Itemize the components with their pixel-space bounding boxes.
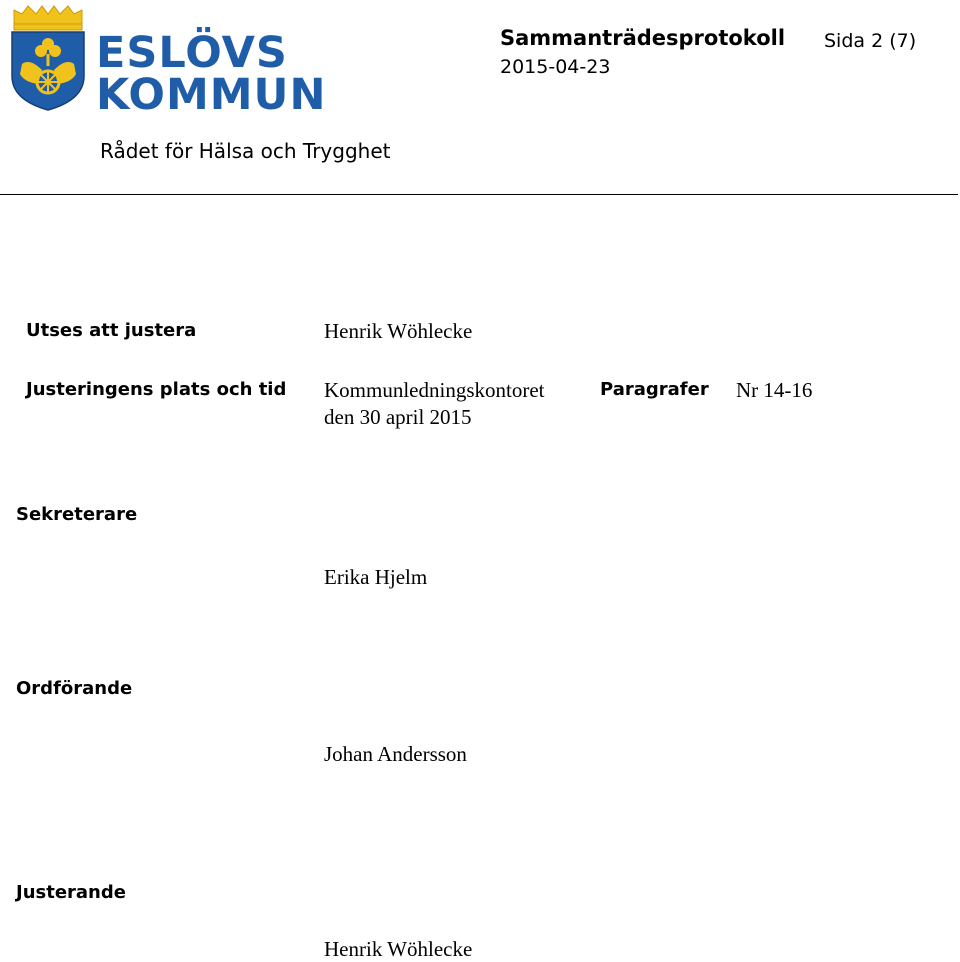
justerande-name: Henrik Wöhlecke: [324, 937, 473, 961]
sekreterare-label: Sekreterare: [16, 504, 138, 525]
plats-value-line1: Kommunledningskontoret: [324, 378, 545, 402]
page-number: Sida 2 (7): [824, 30, 917, 52]
organ-name: Rådet för Hälsa och Trygghet: [100, 139, 391, 163]
plats-value-line2: den 30 april 2015: [324, 405, 472, 429]
sekreterare-name: Erika Hjelm: [324, 565, 428, 589]
ordforande-name: Johan Andersson: [324, 742, 467, 766]
meeting-date: 2015-04-23: [500, 56, 611, 78]
plats-label: Justeringens plats och tid: [26, 379, 287, 400]
municipal-crest-icon: [8, 4, 88, 112]
justerande-label: Justerande: [16, 882, 126, 903]
header-divider: [0, 194, 958, 195]
eslov-logo: [8, 4, 327, 120]
brand-name-line2: KOMMUN: [96, 70, 327, 120]
utses-label: Utses att justera: [26, 320, 197, 341]
paragrafer-value: Nr 14-16: [736, 378, 813, 402]
paragrafer-label: Paragrafer: [600, 379, 709, 400]
utses-value: Henrik Wöhlecke: [324, 319, 473, 343]
brand-name-line1: ESLÖVS: [96, 28, 288, 78]
ordforande-label: Ordförande: [16, 678, 133, 699]
document-type: Sammanträdesprotokoll: [500, 26, 786, 50]
